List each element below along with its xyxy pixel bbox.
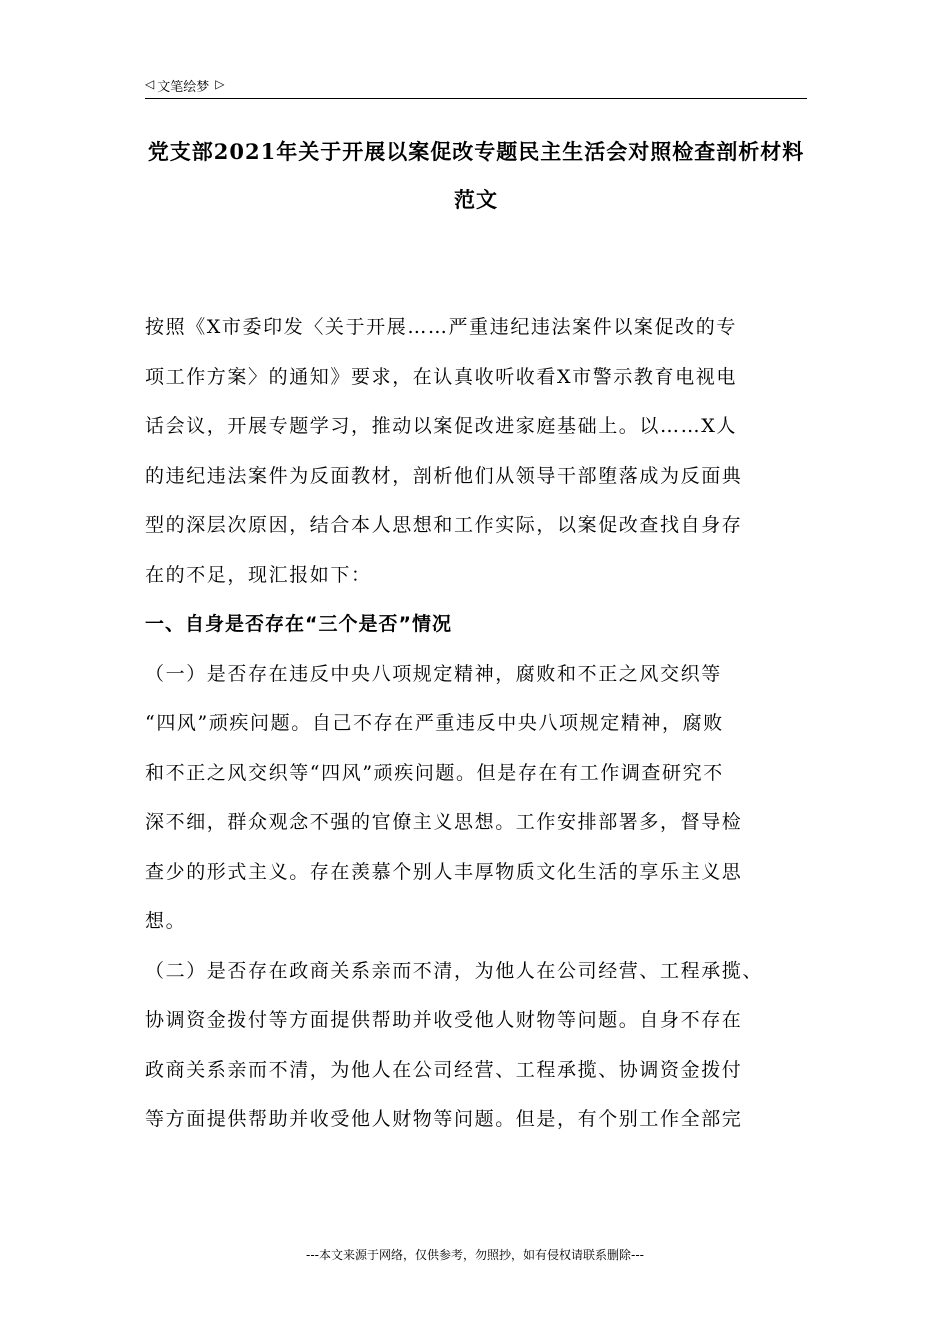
body-line: （二）是否存在政商关系亲而不清，为他人在公司经营、工程承揽、: [145, 959, 764, 982]
disclaimer-footer: ---本文来源于网络，仅供参考，勿照抄，如有侵权请联系删除---: [306, 1248, 644, 1262]
title-line-2: 范文: [454, 187, 498, 212]
body-line: 政商关系亲而不清，为他人在公司经营、工程承揽、协调资金拨付: [145, 1058, 743, 1081]
body-line: 的违纪违法案件为反面教材，剖析他们从领导干部堕落成为反面典: [145, 464, 743, 487]
brand-name: 文笔绘梦: [157, 79, 210, 95]
body-line: 在的不足，现汇报如下：: [145, 563, 372, 586]
body-line: 等方面提供帮助并收受他人财物等问题。但是，有个别工作全部完: [145, 1108, 743, 1130]
title-line-1: 党支部2021年关于开展以案促改专题民主生活会对照检查剖析材料: [147, 139, 805, 164]
document-body: [145, 303, 807, 1145]
body-line: 型的深层次原因，结合本人思想和工作实际，以案促改查找自身存: [145, 514, 743, 536]
body-line: 和不正之风交织等“四风”顽疾问题。但是存在有工作调查研究不: [145, 761, 724, 784]
right-triangle-icon: ▷: [215, 77, 225, 91]
body-line: 按照《X市委印发〈关于开展……严重违纪违法案件以案促改的专: [145, 316, 737, 338]
page-header: [145, 72, 807, 99]
section-heading: 一、自身是否存在“三个是否”情况: [145, 613, 452, 635]
body-line: 查少的形式主义。存在羡慕个别人丰厚物质文化生活的享乐主义思: [145, 860, 743, 883]
left-triangle-icon: ◁: [145, 77, 155, 91]
body-line: 想。: [145, 910, 187, 932]
body-line: 协调资金拨付等方面提供帮助并收受他人财物等问题。自身不存在: [145, 1009, 743, 1031]
body-line: （一）是否存在违反中央八项规定精神，腐败和不正之风交织等: [145, 662, 722, 685]
body-line: “四风”顽疾问题。自己不存在严重违反中央八项规定精神，腐败: [145, 712, 724, 734]
body-line: 深不细，群众观念不强的官僚主义思想。工作安排部署多，督导检: [145, 811, 743, 833]
document-title: [145, 132, 807, 220]
body-line: 话会议，开展专题学习，推动以案促改进家庭基础上。以……X人: [145, 415, 737, 437]
body-line: 项工作方案〉的通知》要求，在认真收听收看X市警示教育电视电: [145, 365, 737, 388]
